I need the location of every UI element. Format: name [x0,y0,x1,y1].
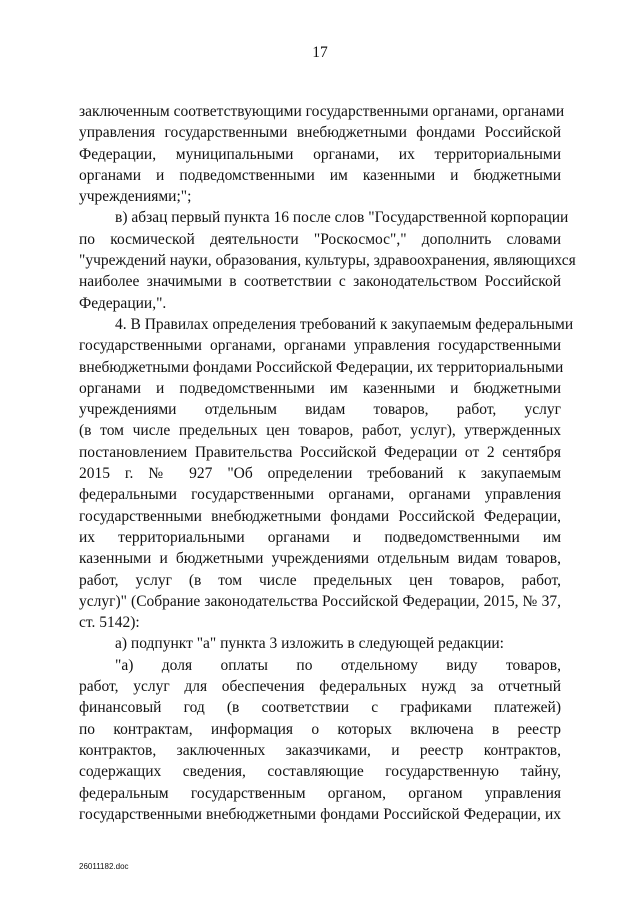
paragraph [79,314,574,633]
text-line: федеральным государственным органом, органом управления [79,784,561,802]
text-line: "а) доля оплаты по отдельному виду товаров, [115,656,561,674]
text-line: внебюджетными фондами Российской Федерации, их территориальными [79,358,564,376]
text-line: государственными внебюджетными фондами Российской Федерации, их [79,805,561,823]
paragraph [79,207,576,313]
text-line: ст. 5142): [79,614,140,632]
text-line: финансовый год (в соответствии с графиками платежей) [79,699,561,717]
text-line: государственными органами, органами управления государственными [79,337,561,355]
text-line: постановлением Правительства Российской Федерации от 2 сентября [79,443,561,461]
text-line: заключенным соответствующими государственными органами, органами [79,103,565,120]
text-line: учреждениями;"; [79,188,192,206]
text-line: "учреждений науки, образования, культуры, здравоохранения, являющихся [79,252,576,270]
text-line: Федерации,". [79,294,167,312]
paragraph [79,655,561,825]
text-line: 4. В Правилах определения требований к закупаемым федеральными [115,315,574,333]
document-body [79,101,576,825]
text-line: управления государственными внебюджетными фондами Российской [79,124,561,142]
text-line: услуг)" (Собрание законодательства Российской Федерации, 2015, № 37, [79,592,561,610]
text-line: их территориальными органами и подведомственными им [79,528,561,546]
text-line: (в том числе предельных цен товаров, работ, услуг), утвержденных [79,422,561,440]
paragraph [79,101,565,207]
text-line: федеральными государственными органами, органами управления [79,486,561,504]
text-line: контрактов, заключенных заказчиками, и реестр контрактов, [79,741,561,759]
text-line: казенными и бюджетными учреждениями отдельным видам товаров, [79,550,561,568]
text-line: органами и подведомственными им казенными и бюджетными [79,166,561,184]
text-line: содержащих сведения, составляющие государственную тайну, [79,763,561,781]
text-line: органами и подведомственными им казенными и бюджетными [79,379,561,397]
text-line: работ, услуг для обеспечения федеральных нужд за отчетный [79,678,561,696]
text-line: Федерации, муниципальными органами, их территориальными [79,145,561,163]
text-line: по контрактам, информация о которых включена в реестр [79,720,561,738]
page-number: 17 [312,44,328,61]
text-line: учреждениями отдельным видам товаров, работ, услуг [79,401,561,419]
paragraph [79,633,561,654]
text-line: работ, услуг (в том числе предельных цен товаров, работ, [79,571,561,589]
text-line: а) подпункт "а" пункта 3 изложить в следующей редакции: [115,635,504,653]
text-line: 2015 г. № 927 "Об определении требований к закупаемым [79,465,561,483]
text-line: по космической деятельности "Роскосмос"," дополнить словами [79,230,561,248]
file-name-footer: 26011182.doc [79,862,129,871]
text-line: государственными внебюджетными фондами Российской Федерации, [79,507,561,525]
text-line: наиболее значимыми в соответствии с законодательством Российской [79,273,561,291]
text-line: в) абзац первый пункта 16 после слов "Государственной корпорации [115,209,569,227]
